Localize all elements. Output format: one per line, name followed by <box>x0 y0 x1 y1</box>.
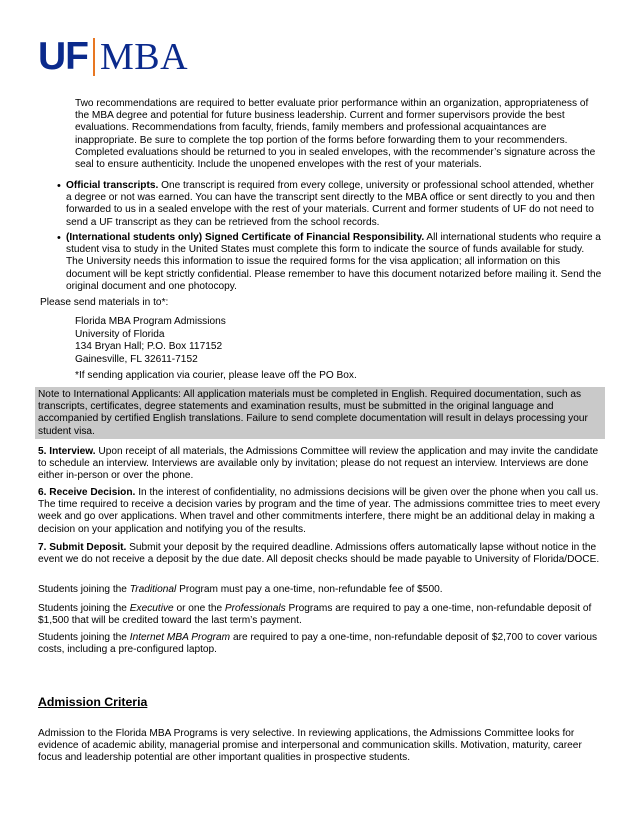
address-line: Gainesville, FL 32611-7152 <box>75 353 198 365</box>
step-title: 5. Interview. <box>38 446 96 457</box>
mailing-address <box>75 316 375 366</box>
step-body: Upon receipt of all materials, the Admissions Committee will review the application and may invite the candidate to schedule an interview. Interviews are available only by invitation; please do not request an interview. Interviews are done either in-person or over the phone. <box>38 446 599 482</box>
logo-mba-text: MBA <box>100 36 189 78</box>
international-applicants-note: Note to International Applicants: All application materials must be completed in English. Required documentation, such as transcripts, certificates, degree statements and examination results, must be submitted in the original language and accompanied by certified English translations. Failure to send complete documentation will result in delays processing your student visa. <box>35 387 605 439</box>
bullet-title: Official transcripts. <box>66 180 159 191</box>
address-line: 134 Bryan Hall; P.O. Box 117152 <box>75 341 223 353</box>
bullet-body: All international students who require a student visa to study in the United States must complete this form to indicate the source of funds available for study. The University needs this information to issue the required forms for the visa application; all information on this document will be kept strictly confidential. Please remember to have this document notarized before mailing it. Send the original document and one photocopy. <box>66 232 602 292</box>
bullet-dot: • <box>57 232 61 244</box>
program-name: Executive <box>129 603 174 614</box>
admission-criteria-heading: Admission Criteria <box>38 695 148 709</box>
step-body: Submit your deposit by the required deadline. Admissions offers automatically lapse without notice in the event we do not receive a deposit by the due date. All deposit checks should be made payable to University of Florida/DOCE. <box>38 542 600 566</box>
bullet-dot: • <box>57 180 61 192</box>
deposit-internet: Students joining the Internet MBA Program are required to pay a one-time, non-refundable deposit of $2,700 to cover various costs, including a pre-configured laptop. <box>38 632 598 656</box>
address-line: University of Florida <box>75 328 165 340</box>
admission-criteria-paragraph: Admission to the Florida MBA Programs is very selective. In reviewing applications, the Admissions Committee looks for evidence of academic ability, managerial promise and interpersonal and communication skills. Motivation, maturity, career focus and leadership potential are other important qualities in prospective students. <box>38 728 582 764</box>
address-line: Florida MBA Program Admissions <box>75 316 226 327</box>
send-materials-label: Please send materials in to*: <box>40 297 169 308</box>
step-interview <box>38 446 603 483</box>
program-name: Internet MBA Program <box>129 632 231 643</box>
recommendations-paragraph: Two recommendations are required to better evaluate prior performance within an organization, appropriateness of the MBA degree and potential for future business leadership. Current and former supervisors provide the best evaluations. Recommendations from faculty, friends, family members and professional acquaintances are inappropriate. Be sure to complete the top portion of the forms before forwarding them to your recommenders. Completed evaluations should be returned to you in sealed envelopes, with the recommender’s signature across the seal to ensure authenticity. Include the unopened envelopes with the rest of your materials. <box>75 98 596 171</box>
program-name: Traditional <box>129 584 177 595</box>
courier-note: *If sending application via courier, please leave off the PO Box. <box>75 370 357 381</box>
bullet-transcripts <box>57 180 602 229</box>
bullet-financial-certificate <box>57 232 602 293</box>
step-submit-deposit <box>38 542 603 566</box>
step-body: In the interest of confidentiality, no admissions decisions will be given over the phone when you call us. The time required to receive a decision varies by program and the time of year. The admissions committee tries to meet every week and go over applications. When travel and other commitments interfere, there might be an additional delay in making a decision on your application and notifying you of the results. <box>38 487 601 535</box>
program-name: Professionals <box>224 603 286 614</box>
logo-uf-text: UF <box>38 35 88 78</box>
bullet-body: One transcript is required from every college, university or professional school attended, whether a degree or not was earned. You can have the transcript sent directly to the MBA office or sent directly to you and then forwarded to us in a sealed envelope with the rest of your materials. Current and former students of UF do not need to send a UF transcript as they can be retrieved from the school records. <box>66 180 595 228</box>
step-title: 7. Submit Deposit. <box>38 542 127 553</box>
deposit-traditional: Students joining the Traditional Program must pay a one-time, non-refundable fee of $500. <box>38 584 443 595</box>
bullet-title: (International students only) Signed Certificate of Financial Responsibility. <box>66 232 425 243</box>
uf-mba-logo <box>38 36 188 78</box>
logo-divider-bar <box>93 38 95 76</box>
step-title: 6. Receive Decision. <box>38 487 136 498</box>
step-receive-decision <box>38 487 603 536</box>
deposit-executive: Students joining the Executive or one the Professionals Programs are required to pay a one-time, non-refundable deposit of $1,500 that will be credited toward the last term’s payment. <box>38 603 592 627</box>
